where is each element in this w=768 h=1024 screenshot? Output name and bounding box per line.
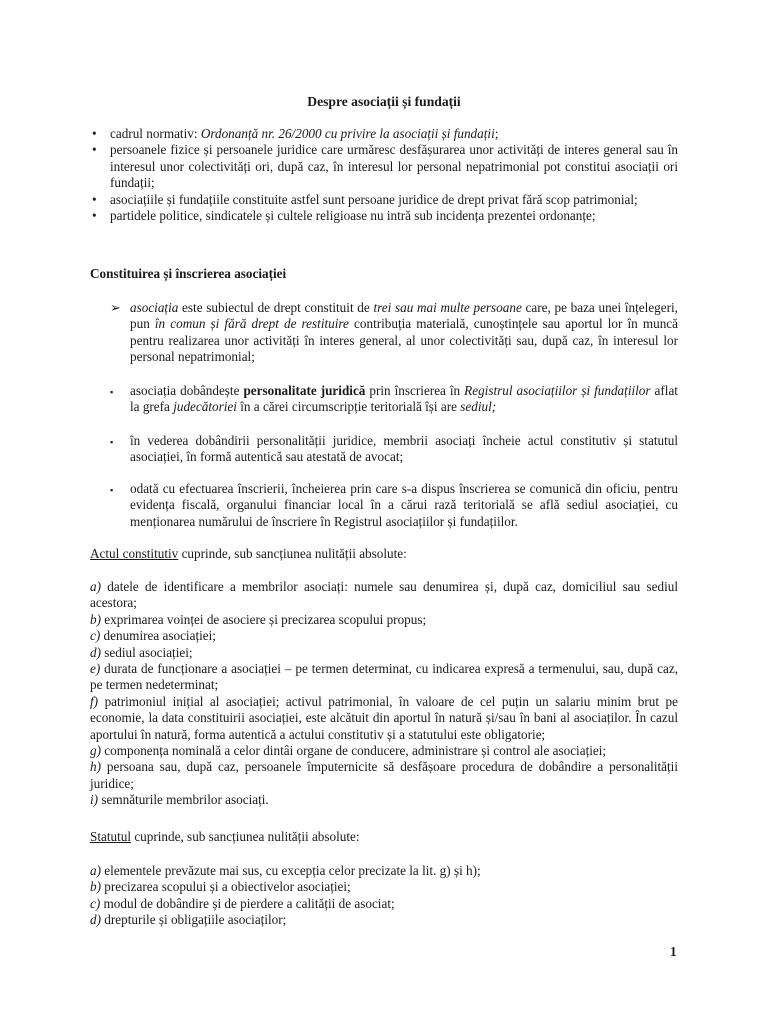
entry-letter: f) <box>90 693 99 709</box>
arrow-bullet-icon: ➢ <box>110 300 122 315</box>
entry-letter: a) <box>90 863 101 878</box>
entry-letter: i) <box>90 792 99 808</box>
actul-lead <box>90 546 678 562</box>
em-text: judecătoriei <box>173 399 237 415</box>
actul-entry-f <box>90 694 678 743</box>
item-text: odată cu efectuarea înscrierii, încheierea prin care s-a dispus înscrierea se comunică din oficiu, pentru evidența fiscală, organului financiar local în a cărui rază teritorială se află sediul asociației, cu menționarea numărului de înscriere în Registrul asociațiilor și fundațiilor. <box>130 481 678 529</box>
text: în a cărei circumscripție teritorială își are <box>236 399 461 415</box>
em-text: Registrul asociațiilor și fundațiilor <box>464 383 651 398</box>
entry-letter: b) <box>90 611 101 627</box>
entry-text: modul de dobândire și de pierdere a calității de asociat; <box>100 895 395 911</box>
list-item-acts <box>110 433 678 466</box>
bullet-text: cadrul normativ: <box>110 126 201 141</box>
em-text: în comun și fără drept de restituire <box>154 316 349 332</box>
underlined-term: Statutul <box>90 829 132 844</box>
document-title: Despre asociații și fundații <box>307 94 461 109</box>
actul-entry-b <box>90 612 678 628</box>
item-text <box>110 300 678 366</box>
square-bullet-icon: ▪ <box>110 437 114 447</box>
text: prin înscrierea în <box>365 383 465 398</box>
intro-bullet-list <box>90 126 678 224</box>
entry-text: semnăturile membrilor asociați. <box>98 792 269 808</box>
statutul-entry-a <box>90 863 678 879</box>
underlined-term: Actul constitutiv <box>90 546 179 561</box>
text: aflat la grefa <box>130 383 678 415</box>
item-text: în vederea dobândirii personalității juridice, membrii asociați încheie actul constitutiv și statutul asociației, în formă autentică sau atestată de avocat; <box>130 433 678 465</box>
actul-entry-h <box>90 759 678 792</box>
text: care, pe baza unei înțelegeri, pun <box>130 300 678 332</box>
entry-letter: c) <box>90 628 101 644</box>
page-number: 1 <box>670 944 677 959</box>
em-text: trei sau mai multe persoane <box>373 300 522 315</box>
entry-text: precizarea scopului și a obiectivelor asociației; <box>101 879 351 895</box>
entry-letter: b) <box>90 879 101 895</box>
entry-letter: d) <box>90 912 101 928</box>
entry-letter: g) <box>90 743 101 759</box>
statutul-entry-c <box>90 896 678 912</box>
bullet-text-end: ; <box>494 126 499 141</box>
bullet-emphasis: Ordonanță nr. 26/2000 cu privire la asociații și fundații <box>200 126 495 141</box>
list-item-personality <box>110 383 678 416</box>
entry-text: exprimarea voinței de asociere și precizarea scopului propus; <box>101 611 427 627</box>
intro-bullet-persons: • persoanele fizice și persoanele juridice care urmăresc desfășurarea unor activități de interes general sau în interesul unor colectivități ori, după caz, în interesul lor personal nepatrimonial pot constitui asociații ori fundații; <box>90 142 678 191</box>
entry-text: datele de identificare a membrilor asociați: numele sau denumirea și, după caz, domiciliul sau sediul acestora; <box>90 579 678 611</box>
entry-letter: h) <box>90 759 101 775</box>
item-text <box>110 383 678 416</box>
entry-letter: e) <box>90 661 101 677</box>
text: asociația dobândește <box>130 383 244 398</box>
entry-text: componența nominală a celor dintâi organe de conducere, administrare și control ale asociației; <box>101 743 607 759</box>
lead-text: cuprinde, sub sancțiunea nulității absolute: <box>131 829 360 844</box>
text: este subiectul de drept constituit de <box>178 300 374 315</box>
list-item-definition <box>110 300 678 366</box>
actul-entries <box>90 579 678 809</box>
statutul-lead <box>90 829 678 845</box>
actul-entry-d <box>90 645 678 661</box>
actul-entry-e <box>90 661 678 694</box>
actul-entry-i <box>90 792 678 808</box>
lead-text: cuprinde, sub sancțiunea nulității absolute: <box>178 546 407 561</box>
intro-bullet-normative <box>90 126 678 142</box>
text: contribuția materială, cunoștințele sau aportul lor în muncă pentru realizarea unor activități în interes general, al unor colectivități sau, după caz, în interesul lor personal nepatrimonial; <box>130 316 678 365</box>
em-text: asociația <box>130 300 179 315</box>
entry-letter: c) <box>90 895 101 911</box>
entry-text: sediul asociației; <box>101 644 193 660</box>
entry-letter: d) <box>90 644 101 660</box>
actul-entry-g <box>90 743 678 759</box>
list-item-registration <box>110 481 678 530</box>
entry-text: durata de funcționare a asociației – pe termen determinat, cu indicarea expresă a termenului, sau, după caz, pe termen nedeterminat; <box>90 661 678 693</box>
actul-entry-c <box>90 628 678 644</box>
entry-text: patrimoniul inițial al asociației; activul patrimonial, în valoare de cel puțin un salariu minim brut pe economie, la data constituirii asociației, este alcătuit din aportul în natură și/sau în bani al asociaților. În cazul aportului în natură, forma autentică a actului constitutiv și a statutului este obligatorie; <box>90 693 678 742</box>
em-text: sediul; <box>460 399 497 415</box>
entry-text: elementele prevăzute mai sus, cu excepția celor precizate la lit. g) și h); <box>101 863 481 878</box>
strong-text: personalitate juridică <box>243 383 366 398</box>
entry-text: persoana sau, după caz, persoanele împuternicite să desfășoare procedura de dobândire a personalității juridice; <box>90 759 678 791</box>
intro-bullet-legal-status: • asociațiile și fundațiile constituite astfel sunt persoane juridice de drept privat fără scop patrimonial; <box>90 192 678 208</box>
entry-text: drepturile și obligațiile asociaților; <box>101 912 287 928</box>
square-bullet-icon: ▪ <box>110 387 114 397</box>
section-heading: Constituirea și înscrierea asociației <box>90 266 287 281</box>
statutul-entries <box>90 863 678 929</box>
square-bullet-icon: ▪ <box>110 485 114 495</box>
intro-bullet-exclusions: • partidele politice, sindicatele și cultele religioase nu intră sub incidența prezentei ordonanțe; <box>90 208 678 224</box>
actul-entry-a <box>90 579 678 612</box>
entry-text: denumirea asociației; <box>100 628 216 644</box>
statutul-entry-b <box>90 879 678 895</box>
entry-letter: a) <box>90 579 101 594</box>
statutul-entry-d <box>90 912 678 928</box>
